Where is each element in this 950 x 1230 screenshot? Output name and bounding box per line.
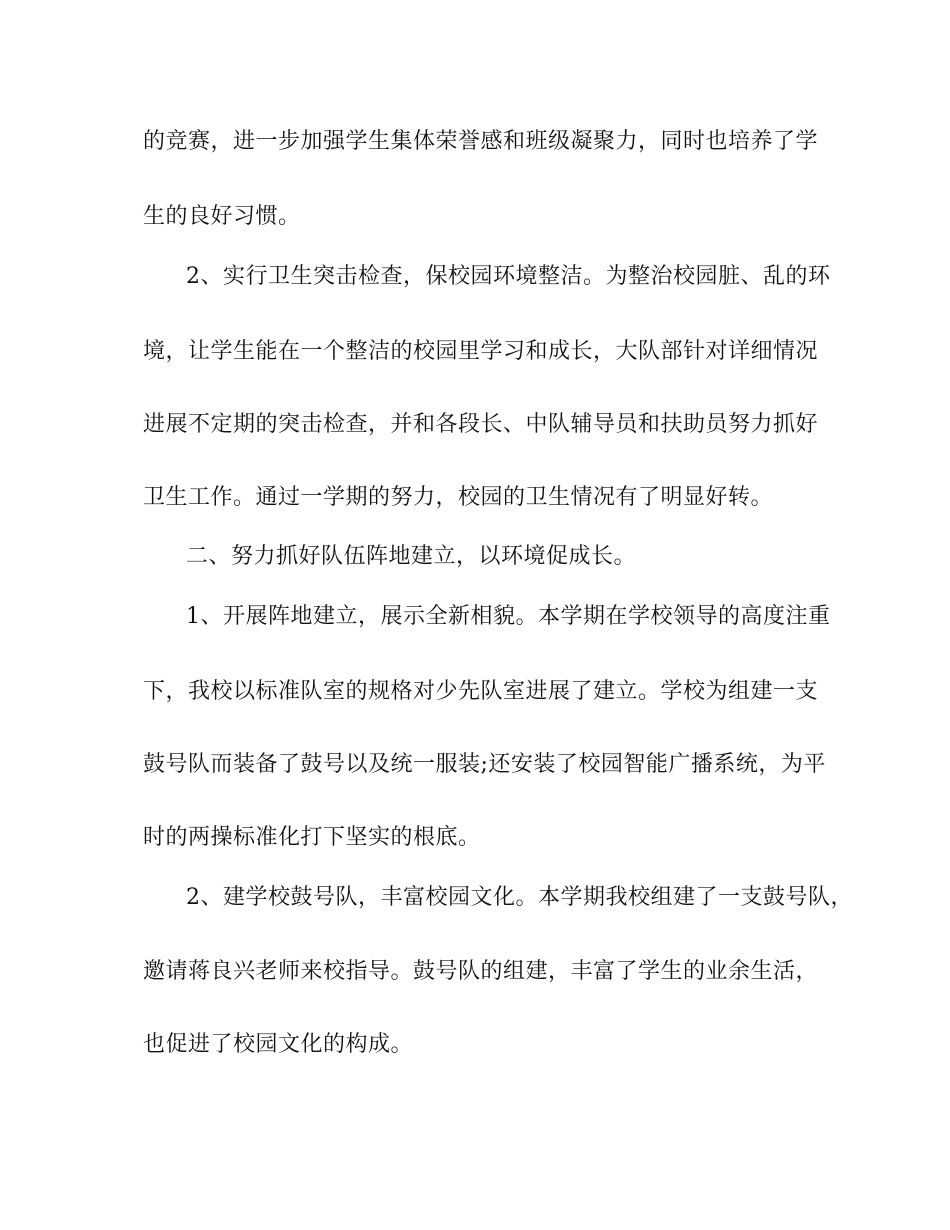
paragraph-line: 进展不定期的突击检查，并和各段长、中队辅导员和扶助员努力抓好 bbox=[143, 412, 819, 437]
section-heading: 二、努力抓好队伍阵地建立，以环境促成长。 bbox=[186, 544, 637, 569]
paragraph-line: 也促进了校园文化的构成。 bbox=[143, 1032, 414, 1057]
paragraph-line: 下，我校以标准队室的规格对少先队室进展了建立。学校为组建一支 bbox=[143, 679, 819, 704]
paragraph-line: 邀请蒋良兴老师来校指导。鼓号队的组建，丰富了学生的业余生活， bbox=[143, 959, 819, 984]
paragraph-line: 2、建学校鼓号队，丰富校园文化。本学期我校组建了一支鼓号队， bbox=[186, 885, 853, 910]
paragraph-line: 境，让学生能在一个整洁的校园里学习和成长，大队部针对详细情况 bbox=[143, 339, 819, 364]
paragraph-line: 1、开展阵地建立，展示全新相貌。本学期在学校领导的高度注重 bbox=[186, 604, 831, 629]
paragraph-line: 鼓号队而装备了鼓号以及统一服装;还安装了校园智能广播系统，为平 bbox=[143, 752, 826, 777]
paragraph-line: 2、实行卫生突击检查，保校园环境整洁。为整治校园脏、乱的环 bbox=[186, 264, 831, 289]
paragraph-line: 时的两操标准化打下坚实的根底。 bbox=[143, 825, 481, 850]
paragraph-line: 生的良好习惯。 bbox=[143, 204, 301, 229]
paragraph-line: 的竞赛，进一步加强学生集体荣誉感和班级凝聚力，同时也培养了学 bbox=[143, 129, 819, 154]
paragraph-line: 卫生工作。通过一学期的努力，校园的卫生情况有了明显好转。 bbox=[143, 485, 774, 510]
